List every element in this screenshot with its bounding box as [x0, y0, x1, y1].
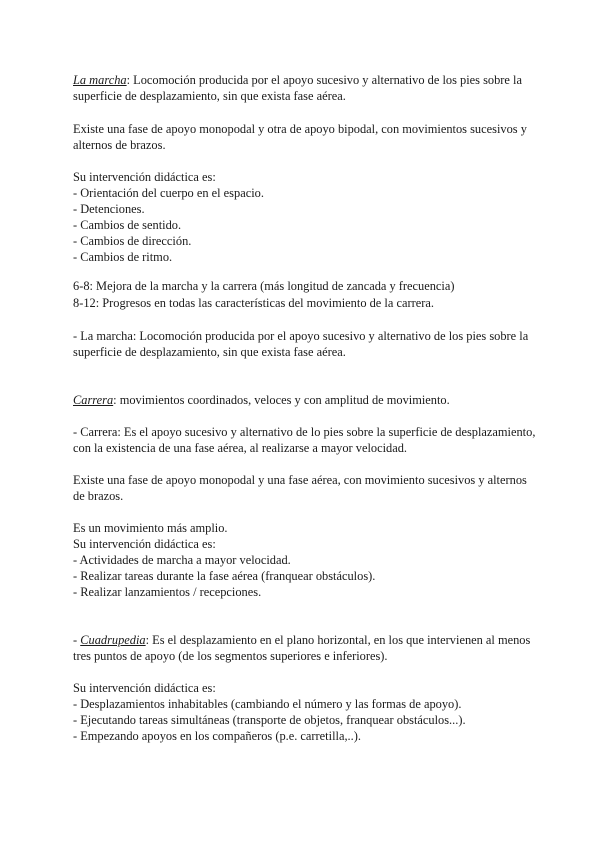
- carrera-fases-line-2: de brazos.: [73, 489, 124, 503]
- marcha-definition-line-1: [73, 72, 543, 88]
- list-item: - Orientación del cuerpo en el espacio.: [73, 186, 264, 200]
- edades-line-1: 6-8: Mejora de la marcha y la carrera (más longitud de zancada y frecuencia): [73, 279, 455, 293]
- list-item: - Empezando apoyos en los compañeros (p.e. carretilla,..).: [73, 729, 361, 743]
- marcha-definition-line-2: superficie de desplazamiento, sin que exista fase aérea.: [73, 89, 346, 103]
- list-item: - Detenciones.: [73, 202, 145, 216]
- cuadrupedia-term: Cuadrupedia: [80, 633, 146, 647]
- marcha-intervencion-heading: Su intervención didáctica es:: [73, 170, 216, 184]
- list-item: - Ejecutando tareas simultáneas (transporte de objetos, franquear obstáculos...).: [73, 713, 466, 727]
- marcha-fases-line-2: alternos de brazos.: [73, 138, 166, 152]
- cuadrupedia-prefix: -: [73, 633, 81, 647]
- carrera-fases-line-1: Existe una fase de apoyo monopodal y una fase aérea, con movimiento sucesivos y alternos: [73, 473, 527, 487]
- carrera-intro: Es un movimiento más amplio.: [73, 521, 228, 535]
- list-item: - Realizar tareas durante la fase aérea (franquear obstáculos).: [73, 569, 376, 583]
- list-item: - Cambios de dirección.: [73, 234, 192, 248]
- list-item: - Cambios de ritmo.: [73, 250, 173, 264]
- cuadrupedia-definition-line-1: [73, 632, 543, 648]
- list-item: - Cambios de sentido.: [73, 218, 182, 232]
- carrera-term: Carrera: [73, 393, 114, 407]
- carrera-detalle-line-2: con la existencia de una fase aérea, al realizarse a mayor velocidad.: [73, 441, 408, 455]
- marcha-repeat-line-2: superficie de desplazamiento, sin que exista fase aérea.: [73, 345, 346, 359]
- cuadrupedia-definition-text: : Es el desplazamiento en el plano horizontal, en los que intervienen al menos: [145, 633, 531, 647]
- cuadrupedia-intervencion-heading: Su intervención didáctica es:: [73, 681, 216, 695]
- marcha-fases-line-1: Existe una fase de apoyo monopodal y otra de apoyo bipodal, con movimientos sucesivos y: [73, 122, 527, 136]
- carrera-definition-text: : movimientos coordinados, veloces y con amplitud de movimiento.: [113, 393, 450, 407]
- list-item: - Desplazamientos inhabitables (cambiando el número y las formas de apoyo).: [73, 697, 462, 711]
- edades-line-2: 8-12: Progresos en todas las características del movimiento de la carrera.: [73, 296, 434, 310]
- marcha-term: La marcha: [73, 73, 127, 87]
- list-item: - Actividades de marcha a mayor velocidad.: [73, 553, 291, 567]
- marcha-definition-text: : Locomoción producida por el apoyo sucesivo y alternativo de los pies sobre la: [126, 73, 522, 87]
- list-item: - Realizar lanzamientos / recepciones.: [73, 585, 262, 599]
- cuadrupedia-definition-line-2: tres puntos de apoyo (de los segmentos superiores e inferiores).: [73, 649, 388, 663]
- marcha-repeat-line-1: - La marcha: Locomoción producida por el apoyo sucesivo y alternativo de los pies sobre la: [73, 329, 529, 343]
- carrera-detalle-line-1: - Carrera: Es el apoyo sucesivo y alternativo de lo pies sobre la superficie de desplazamiento,: [73, 425, 536, 439]
- carrera-definition-line: [73, 392, 543, 408]
- carrera-intervencion-heading: Su intervención didáctica es:: [73, 537, 216, 551]
